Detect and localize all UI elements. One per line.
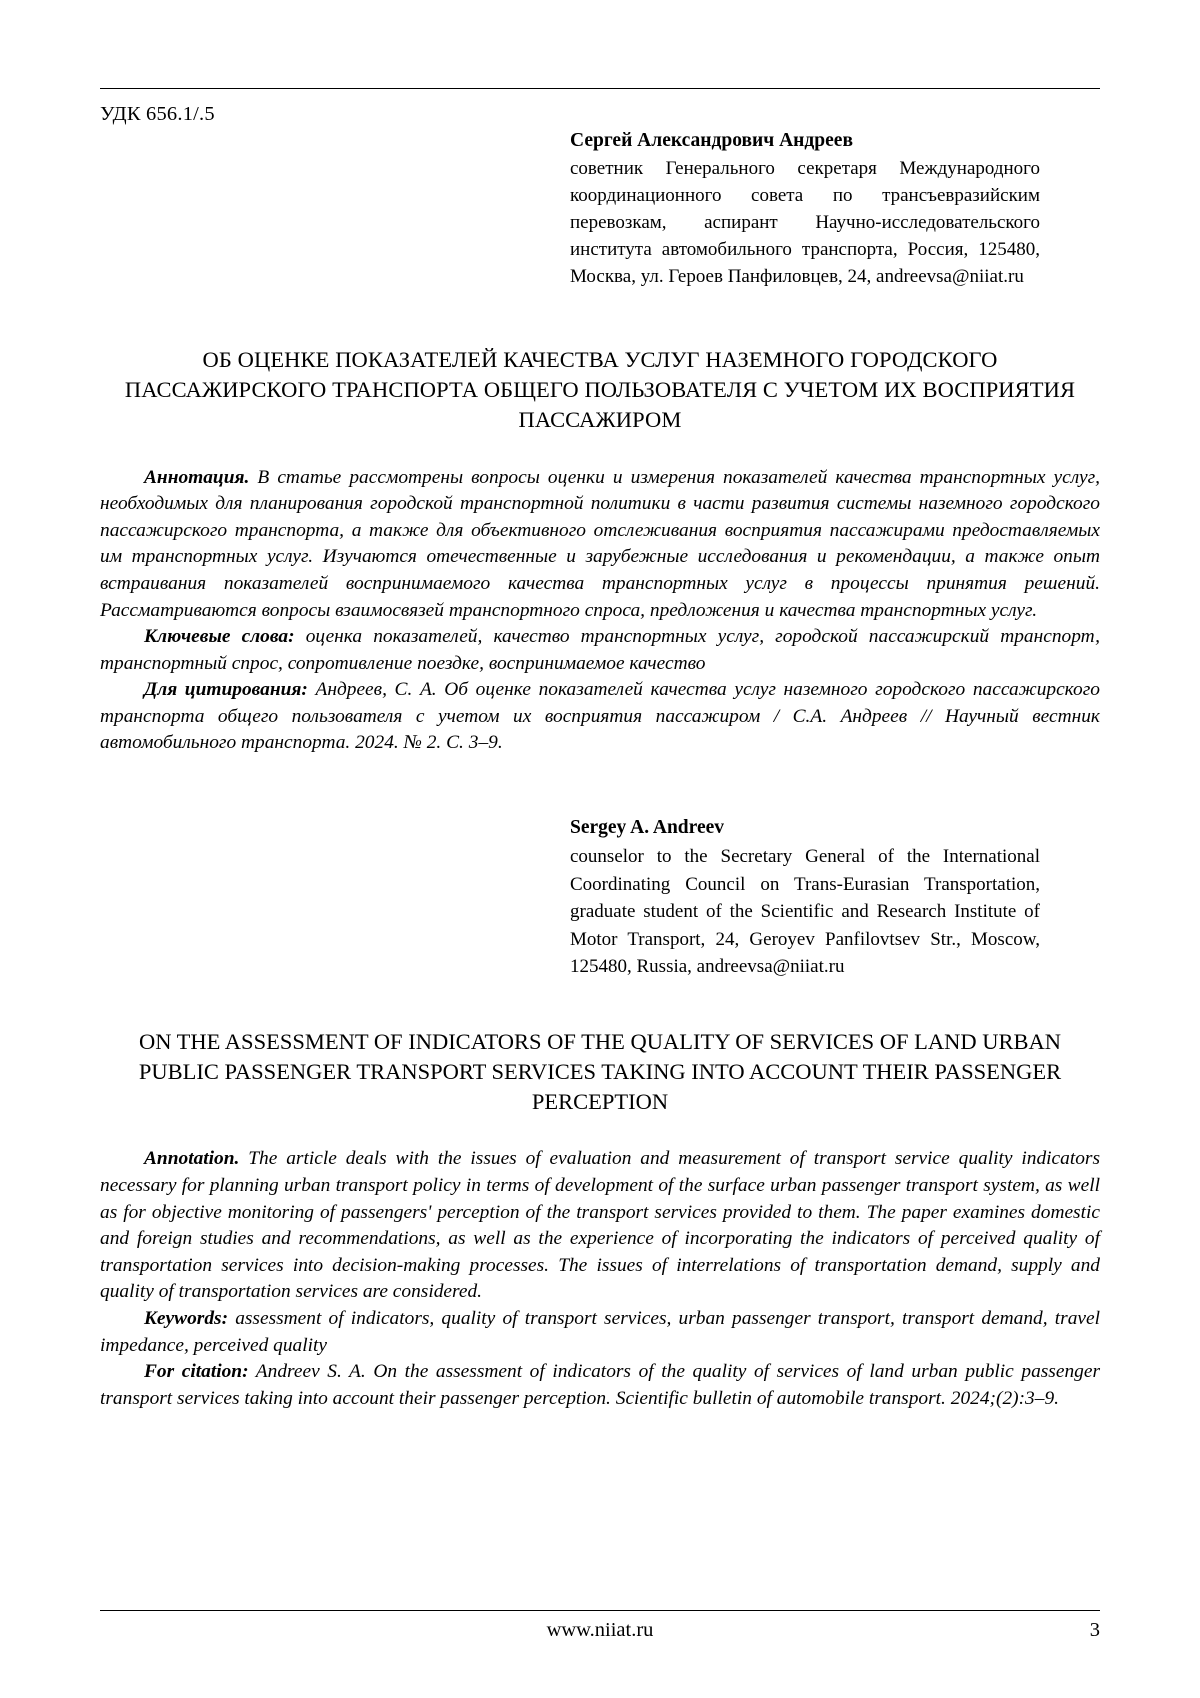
citation-label-english: For citation: [144,1361,249,1383]
footer-website: www.niiat.ru [546,1619,654,1641]
keywords-text-russian: оценка показателей, качество транспортных услуг, городской пассажирский транспорт, транспортный спрос, сопротивление поездке, воспринимаемое качество [100,626,1101,674]
keywords-label-english: Keywords: [144,1307,229,1329]
author-block-english [570,817,1040,981]
citation-paragraph-russian [100,677,1100,757]
author-block-russian [570,130,1040,291]
abstract-text-english: The article deals with the issues of evaluation and measurement of transport service quality indicators necessary for planning urban transport policy in terms of development of the surface urban passenger transport system, as well as for objective monitoring of passengers' perception of the transport services provided to them. The paper examines domestic and foreign studies and recommendations, as well as the experience of incorporating the indicators of perceived quality of transportation services into decision-making processes. The issues of interrelations of transportation demand, supply and quality of transportation services are considered. [100,1148,1100,1303]
author-name-russian: Сергей Александрович Андреев [570,130,853,151]
keywords-paragraph-english [100,1306,1100,1359]
author-name-english: Sergey A. Andreev [570,816,725,838]
keywords-label-russian: Ключевые слова: [144,626,295,648]
author-affiliation-english: counselor to the Secretary General of the International Coordinating Council on Trans-Eurasian Transportation, graduate student of the Scientific and Research Institute of Motor Transport, 24, Geroyev Panfilovtsev Str., Moscow, 125480, Russia, andreevsa@niiat.ru [570,845,1040,978]
abstract-text-russian: В статье рассмотрены вопросы оценки и измерения показателей качества транспортных услуг, необходимых для планирования городской транспортной политики в части развития системы наземного городского пассажирского транспорта, а также для объективного отслеживания восприятия пассажирами предоставляемых им транспортных услуг. Изучаются отечественные и зарубежные исследования и рекомендации, а также опыт встраивания показателей воспринимаемого качества транспортных услуг в процессы принятия решений. Рассматриваются вопросы взаимосвязей транспортного спроса, предложения и качества транспортных услуг. [100,466,1100,621]
page-footer [100,1610,1100,1642]
udk-code: УДК 656.1/.5 [100,103,215,125]
abstract-paragraph-english [100,1146,1100,1305]
footer-content [100,1611,1100,1642]
footer-page-number: 3 [1089,1619,1100,1641]
keywords-paragraph-russian [100,624,1100,677]
page-container [100,0,1100,1698]
page-title-english: ON THE ASSESSMENT OF INDICATORS OF THE QUALITY OF SERVICES OF LAND URBAN PUBLIC PASSENGER TRANSPORT SERVICES TAKING INTO ACCOUNT THEIR PASSENGER PERCEPTION [138,1028,1062,1114]
keywords-text-english: assessment of indicators, quality of transport services, urban passenger transport, transport demand, travel impedance, perceived quality [100,1307,1100,1356]
abstract-label-russian: Аннотация. [144,466,250,488]
author-affiliation-russian: советник Генерального секретаря Международного координационного совета по трансъевразийским перевозкам, аспирант Научно-исследовательского института автомобильного транспорта, Россия, 125480, Москва, ул. Героев Панфиловцев, 24, andreevsa@niiat.ru [570,158,1040,287]
citation-text-english: Andreev S. A. On the assessment of indicators of the quality of services of land urban public passenger transport services taking into account their passenger perception. Scientific bulletin of automobile transport. 2024;(2):3–9. [100,1361,1101,1409]
abstract-label-english: Annotation. [144,1148,240,1170]
page-title-russian: ОБ ОЦЕНКЕ ПОКАЗАТЕЛЕЙ КАЧЕСТВА УСЛУГ НАЗЕМНОГО ГОРОДСКОГО ПАССАЖИРСКОГО ТРАНСПОРТА ОБЩЕГО ПОЛЬЗОВАТЕЛЯ С УЧЕТОМ ИХ ВОСПРИЯТИЯ ПАССАЖИРОМ [124,346,1076,432]
citation-label-russian: Для цитирования: [144,679,308,701]
citation-text-russian: Андреев, С. А. Об оценке показателей качества услуг наземного городского пассажирского транспорта общего пользователя с учетом их восприятия пассажиром / С.А. Андреев // Научный вестник автомобильного транспорта. 2024. № 2. С. 3–9. [100,679,1100,754]
header-divider [100,88,1100,89]
abstract-section-english [100,1146,1100,1412]
abstract-paragraph-russian [100,465,1100,624]
abstract-section-russian [100,465,1100,757]
citation-paragraph-english [100,1359,1100,1412]
